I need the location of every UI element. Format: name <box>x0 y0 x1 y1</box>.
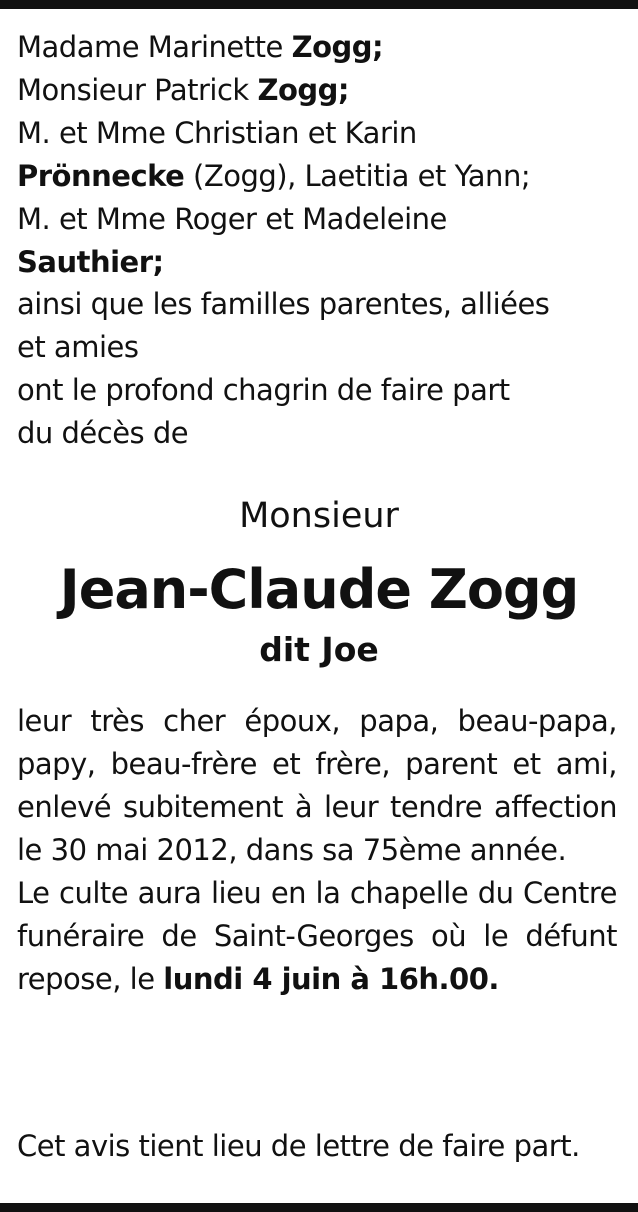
family-line <box>17 26 617 69</box>
family-member-name: Madame Marinette <box>17 30 292 64</box>
family-line: et amies <box>17 330 139 365</box>
service-paragraph <box>17 872 617 1001</box>
nickname: dit Joe <box>259 630 379 669</box>
bottom-border-rule <box>0 1203 638 1212</box>
honorific: Monsieur <box>239 496 399 536</box>
family-surname: Sauthier; <box>17 244 164 279</box>
family-line <box>17 69 617 112</box>
family-member-name: Monsieur Patrick <box>17 72 258 107</box>
family-surname: Prönnecke <box>17 158 185 193</box>
family-surname: Zogg; <box>257 72 350 107</box>
tribute-paragraph: leur très cher époux, papa, beau-papa, papy, beau-frère et frère, parent et ami, enlevé subitement à leur tendre affection le 30 mai 2012, dans sa 75ème année. <box>17 704 617 867</box>
family-line: M. et Mme Roger et Madeleine <box>17 201 447 236</box>
family-line: M. et Mme Christian et Karin <box>17 115 417 150</box>
closing-note: Cet avis tient lieu de lettre de faire part. <box>17 1129 580 1163</box>
deceased-name: Jean-Claude Zogg <box>59 558 579 621</box>
family-surname: Zogg; <box>291 30 384 64</box>
family-line <box>17 241 617 284</box>
family-line: ainsi que les familles parentes, alliées <box>17 287 550 322</box>
service-details: Le culte aura lieu en la chapelle du Centre funéraire de Saint-Georges où le défunt repose, le <box>17 876 617 996</box>
family-line: ont le profond chagrin de faire part <box>17 373 510 408</box>
announcement-body <box>17 700 617 1001</box>
service-date-time: lundi 4 juin à 16h.00. <box>163 962 499 996</box>
family-list <box>17 26 617 455</box>
top-border-rule <box>0 0 638 9</box>
family-line <box>17 155 617 198</box>
family-line: du décès de <box>17 416 189 451</box>
family-member-name: (Zogg), Laetitia et Yann; <box>184 158 531 193</box>
